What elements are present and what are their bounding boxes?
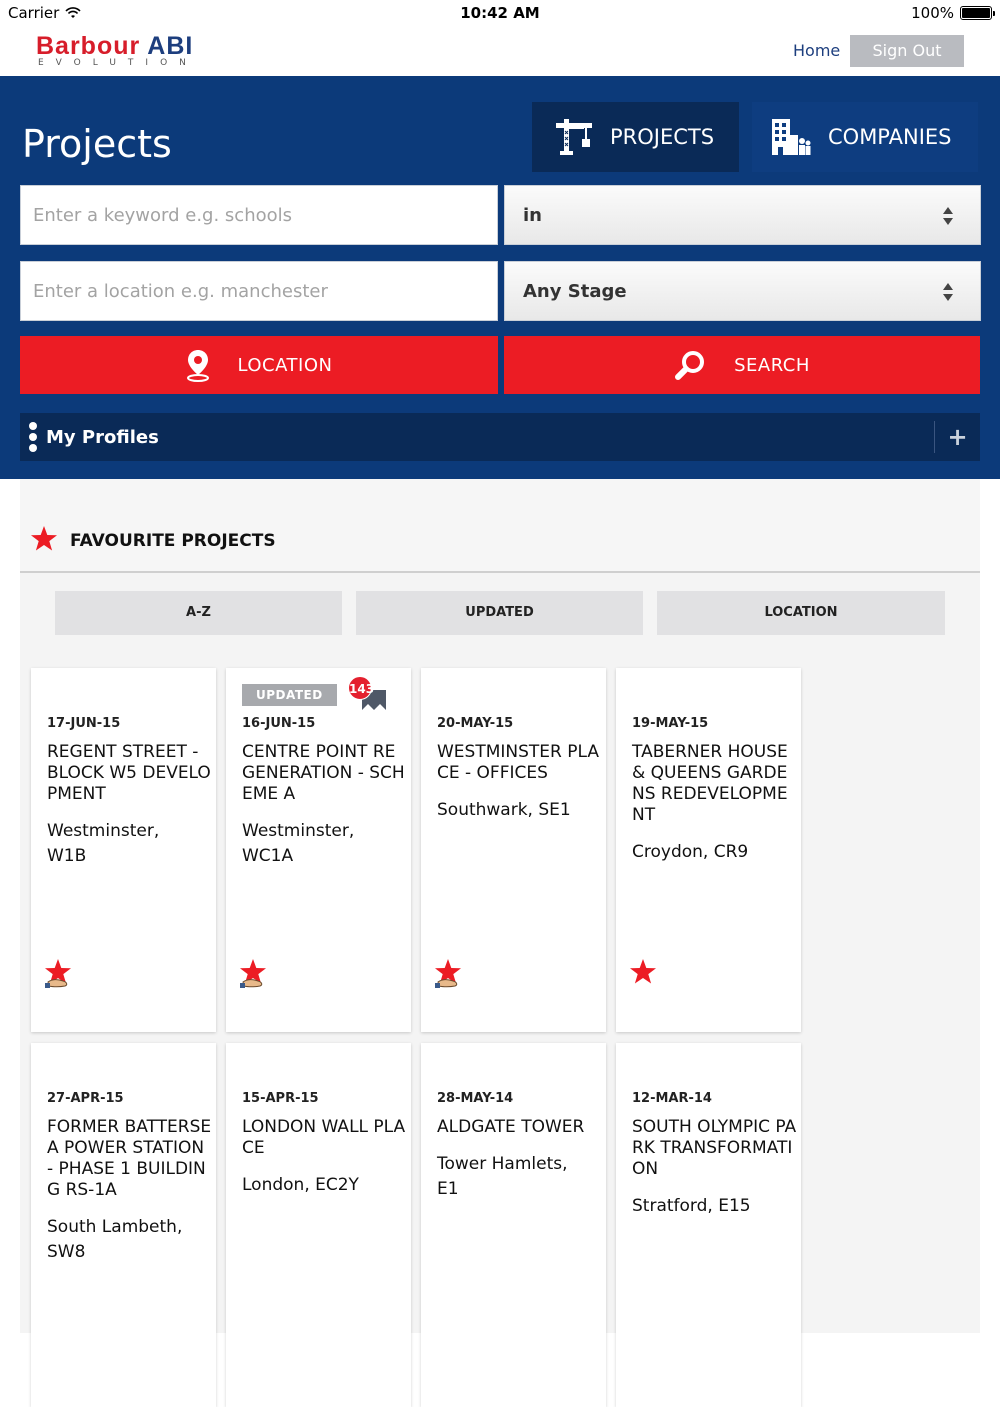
map-pin-icon — [186, 348, 210, 382]
project-name: TABERNER HOUSE & QUEENS GARDENS REDEVELOPMENT Croydon, CR9 — [632, 742, 798, 865]
logo-tagline: EVOLUTION — [38, 58, 198, 68]
search-scope-select[interactable] — [504, 185, 981, 245]
project-date: 27-APR-15 — [47, 1091, 124, 1106]
location-button-label: LOCATION — [237, 354, 333, 376]
search-button-label: SEARCH — [734, 354, 810, 376]
project-location: Southwark, SE1 — [437, 800, 571, 820]
project-card[interactable] — [616, 1043, 801, 1407]
project-card[interactable] — [616, 668, 801, 1032]
keyword-input[interactable] — [21, 186, 497, 244]
project-date: 20-MAY-15 — [437, 716, 514, 731]
project-name: CENTRE POINT REGENERATION - SCHEME A Westminster, WC1A — [242, 742, 408, 869]
carrier-label: Carrier — [8, 4, 60, 22]
project-location: Stratford, E15 — [632, 1196, 751, 1216]
favourite-projects-section — [20, 479, 980, 1333]
project-card[interactable] — [421, 1043, 606, 1407]
location-field-wrapper — [20, 261, 498, 321]
crane-icon — [554, 117, 594, 157]
project-name: ALDGATE TOWER Tower Hamlets, E1 — [437, 1117, 603, 1202]
project-date: 15-APR-15 — [242, 1091, 319, 1106]
stage-select-value: Any Stage — [523, 280, 627, 302]
sign-out-button[interactable]: Sign Out — [850, 35, 964, 67]
page-title: Projects — [22, 122, 172, 166]
my-profiles-label: My Profiles — [46, 426, 159, 448]
project-card[interactable] — [226, 1043, 411, 1407]
select-arrows-icon — [942, 280, 954, 304]
search-button[interactable] — [504, 336, 980, 394]
project-location: London, EC2Y — [242, 1175, 359, 1195]
battery-icon — [960, 6, 992, 20]
project-card[interactable] — [421, 668, 606, 1032]
tab-projects[interactable] — [532, 102, 739, 172]
project-location: Westminster, WC1A — [242, 821, 355, 866]
my-profiles-bar[interactable] — [20, 413, 980, 461]
more-dots-icon — [20, 422, 46, 452]
location-input[interactable] — [21, 262, 497, 320]
project-name: SOUTH OLYMPIC PARK TRANSFORMATION Stratford, E15 — [632, 1117, 798, 1219]
project-location: South Lambeth, SW8 — [47, 1217, 183, 1262]
app-header — [0, 28, 1000, 76]
project-card[interactable] — [31, 1043, 216, 1407]
favourites-title: FAVOURITE PROJECTS — [70, 531, 276, 551]
search-scope-value: in — [523, 204, 542, 226]
add-profile-button[interactable]: + — [934, 421, 980, 453]
barbour-abi-logo[interactable] — [36, 32, 198, 68]
project-date: 28-MAY-14 — [437, 1091, 514, 1106]
tab-companies[interactable] — [752, 102, 978, 172]
search-icon — [674, 349, 706, 381]
logo-text-barbour: Barbour — [36, 32, 141, 60]
notification-flag[interactable] — [348, 676, 388, 716]
project-location: Westminster, W1B — [47, 821, 160, 866]
project-name: WESTMINSTER PLACE - OFFICES Southwark, SE1 — [437, 742, 603, 823]
project-card[interactable] — [31, 668, 216, 1032]
favourite-star-icon[interactable] — [628, 958, 658, 990]
tab-companies-label: COMPANIES — [828, 125, 952, 149]
sort-location-button[interactable]: LOCATION — [657, 591, 945, 635]
search-panel — [0, 76, 1000, 479]
battery-label: 100% — [911, 4, 954, 22]
updated-badge: UPDATED — [242, 684, 337, 706]
project-name: FORMER BATTERSEA POWER STATION - PHASE 1 BUILDING RS-1A South Lambeth, SW8 — [47, 1117, 213, 1265]
favourite-star-hand-icon[interactable] — [238, 958, 268, 990]
keyword-field-wrapper — [20, 185, 498, 245]
status-time: 10:42 AM — [460, 4, 540, 22]
project-date: 17-JUN-15 — [47, 716, 121, 731]
project-name: LONDON WALL PLACE London, EC2Y — [242, 1117, 408, 1198]
logo-text-abi: ABI — [147, 32, 194, 60]
tab-projects-label: PROJECTS — [610, 125, 715, 149]
project-location: Croydon, CR9 — [632, 842, 749, 862]
companies-building-icon — [770, 117, 812, 157]
favourite-star-hand-icon[interactable] — [433, 958, 463, 990]
sort-az-button[interactable]: A-Z — [55, 591, 342, 635]
favourites-header — [20, 479, 980, 573]
notification-count: 143 — [348, 676, 372, 700]
favourite-star-hand-icon[interactable] — [43, 958, 73, 990]
sort-updated-button[interactable]: UPDATED — [356, 591, 643, 635]
project-location: Tower Hamlets, E1 — [437, 1154, 568, 1199]
home-link[interactable]: Home — [793, 41, 841, 60]
project-date: 16-JUN-15 — [242, 716, 316, 731]
status-bar — [0, 0, 1000, 28]
project-date: 19-MAY-15 — [632, 716, 709, 731]
location-button[interactable] — [20, 336, 498, 394]
battery-indicator — [911, 4, 992, 22]
project-name: REGENT STREET - BLOCK W5 DEVELOPMENT Westminster, W1B — [47, 742, 213, 869]
project-date: 12-MAR-14 — [632, 1091, 712, 1106]
select-arrows-icon — [942, 204, 954, 228]
stage-select[interactable] — [504, 261, 981, 321]
star-icon — [30, 525, 58, 553]
project-card[interactable] — [226, 668, 411, 1032]
